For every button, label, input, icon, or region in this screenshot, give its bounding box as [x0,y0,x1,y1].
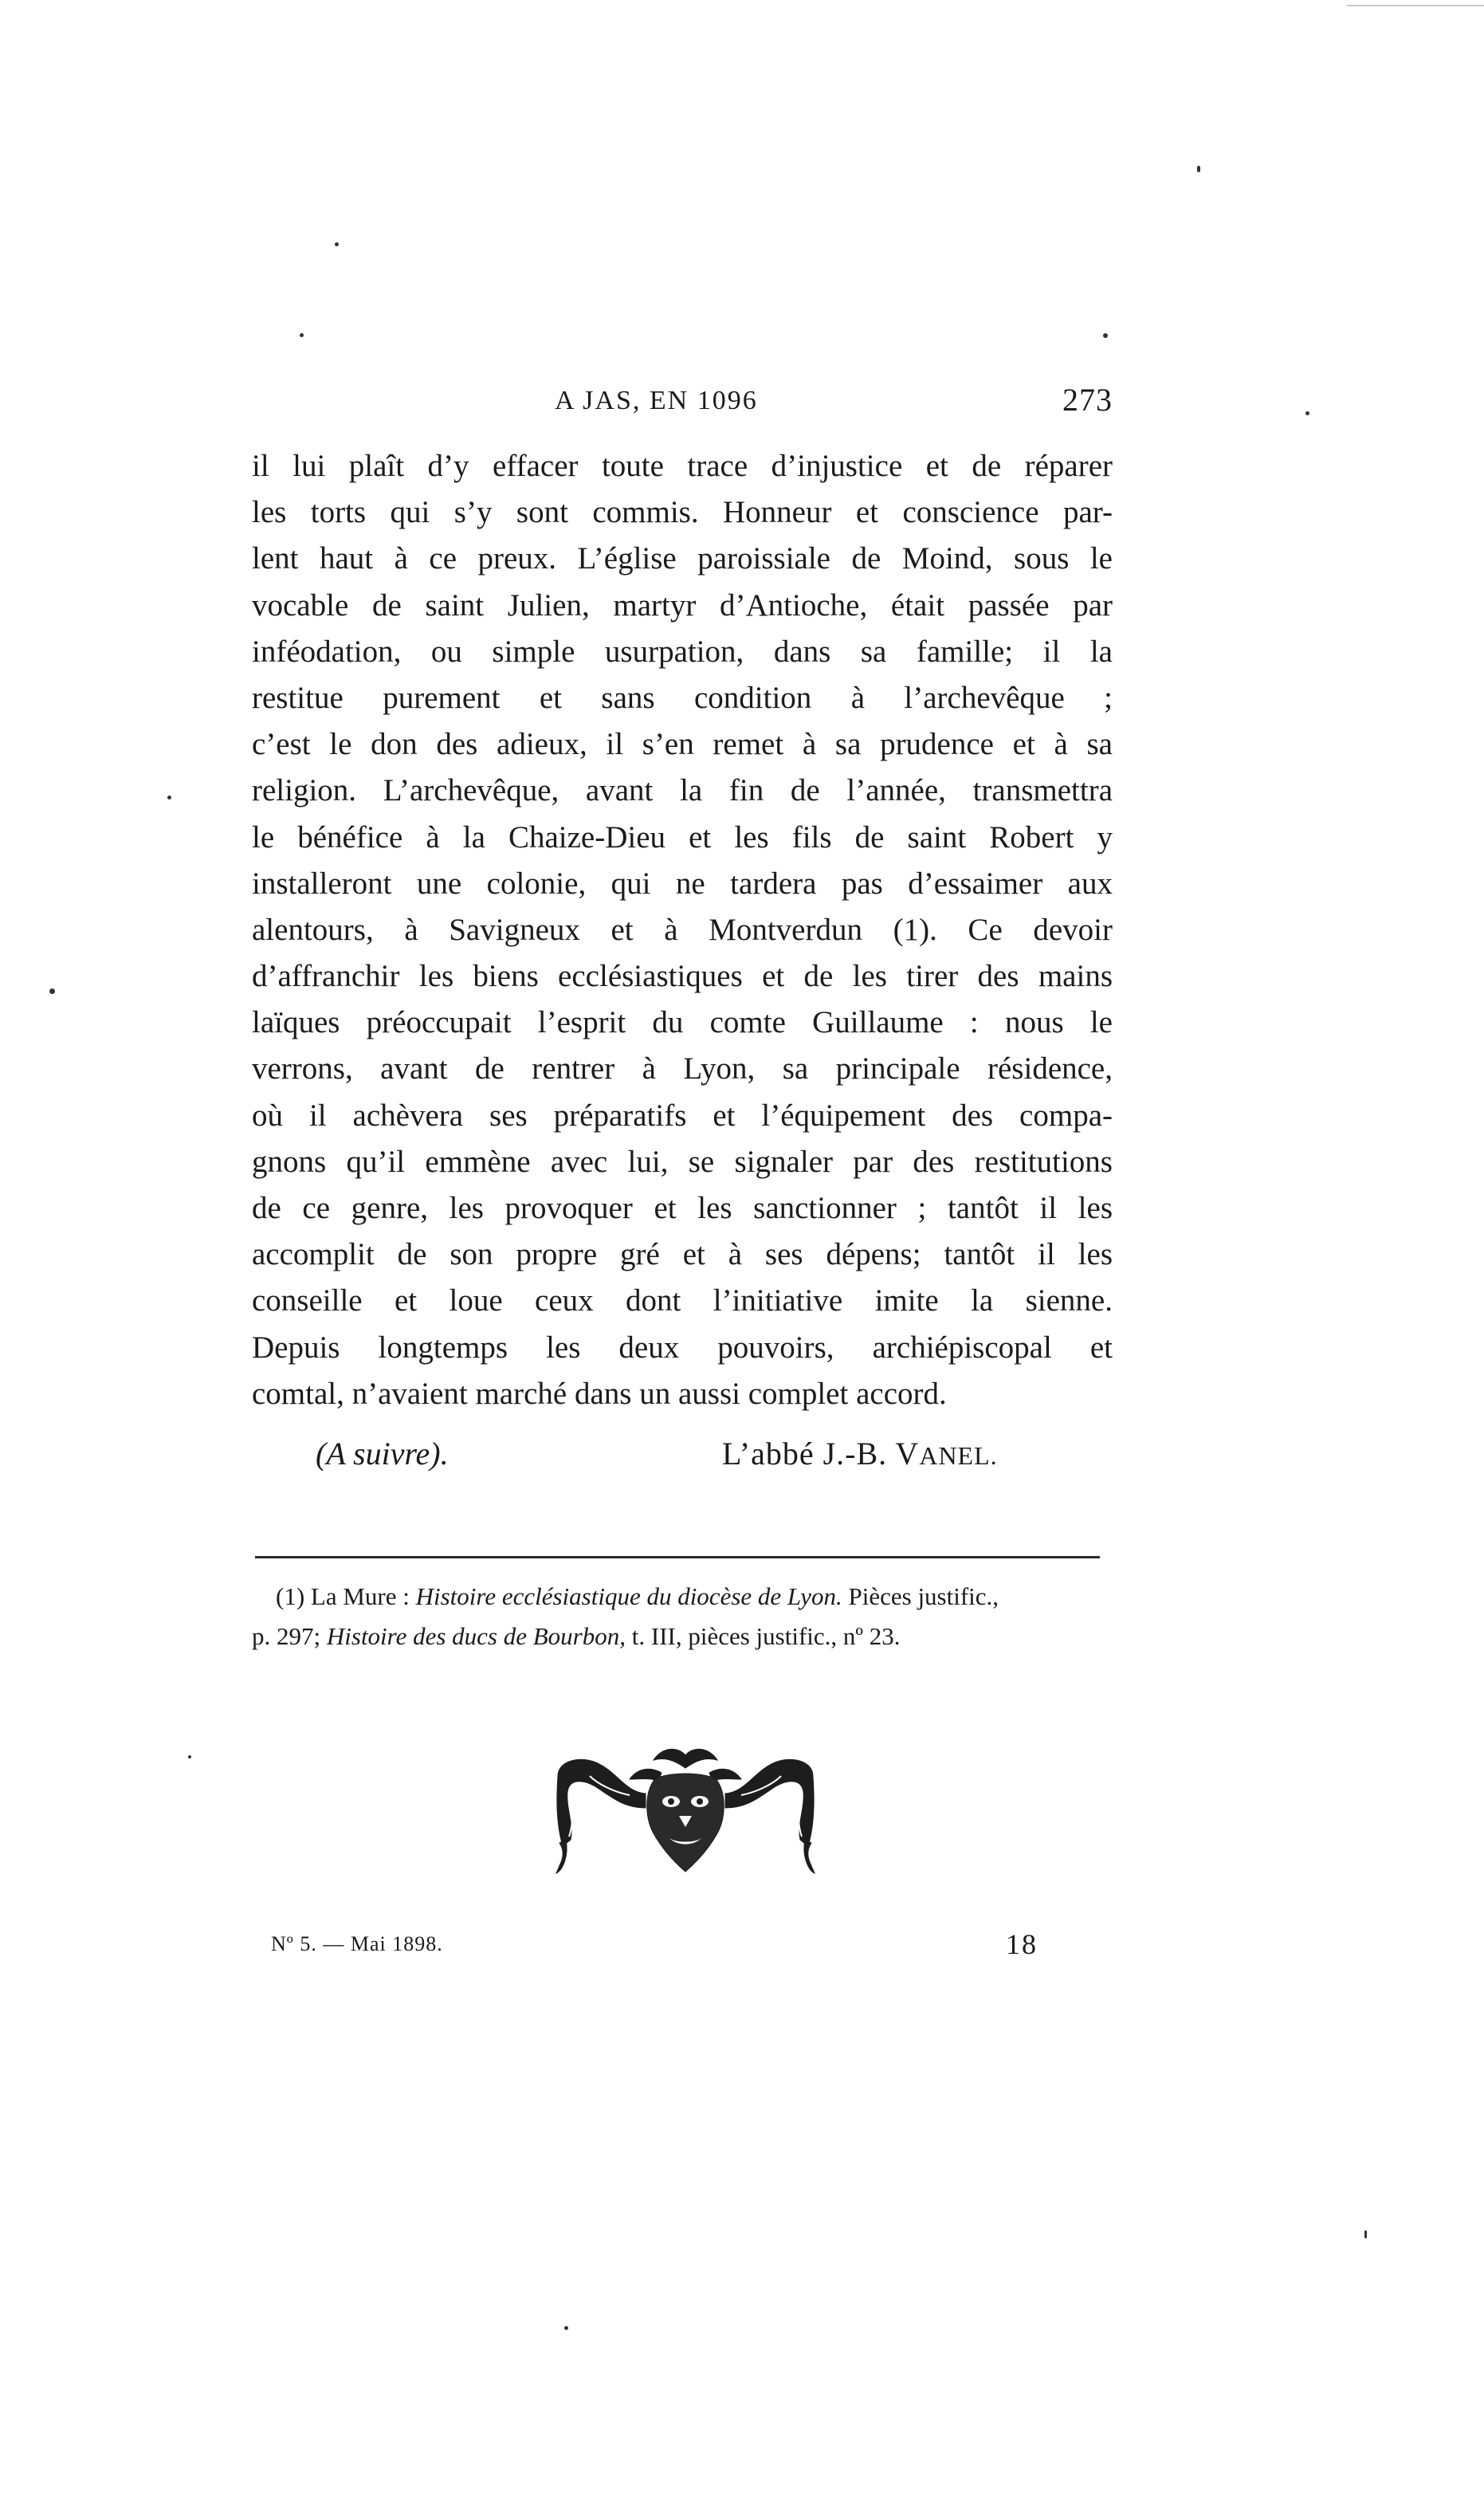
footnote-text: Pièces justific., [842,1582,999,1610]
running-title: A JAS, EN 1096 [555,386,758,415]
page-number: 273 [1062,382,1113,418]
text-line: inféodation, ou simple usurpation, dans sa famille; il la [252,634,1113,669]
text-line: installeront une colonie, qui ne tardera pas d’essaimer aux [252,866,1113,901]
footnote [252,1577,1113,1656]
text-line: le bénéfice à la Chaize-Dieu et les fils de saint Robert y [252,819,1113,855]
footnote-text: p. 297; [252,1622,327,1650]
text-line: les torts qui s’y sont commis. Honneur et conscience par- [252,495,1113,530]
footnote-rule [255,1556,1100,1558]
signature-row [252,1435,1113,1483]
text-line: comtal, n’avaient marché dans un aussi complet accord. [252,1376,947,1411]
text-line: Depuis longtemps les deux pouvoirs, archiépiscopal et [252,1330,1113,1365]
footnote-line-2 [252,1617,1113,1656]
author-name: L’abbé J.-B. V [722,1436,920,1472]
running-head [252,381,1113,421]
paper-speck [188,1755,191,1758]
footnote-work-title: Histoire des ducs de Bourbon, [326,1622,626,1650]
issue-line: Nº 5. — Mai 1898. [271,1932,443,1955]
paper-speck [300,333,304,337]
paper-speck [49,988,55,994]
author-surname-small-caps: ANEL. [919,1441,998,1470]
text-line: il lui plaît d’y effacer toute trace d’injustice et de réparer [252,449,1113,483]
text-line: gnons qu’il emmène avec lui, se signaler par des restitutions [252,1144,1113,1179]
paper-speck [1364,2230,1367,2238]
text-line: lent haut à ce preux. L’église paroissiale de Moind, sous le [252,541,1113,576]
scan-edge-line [1347,5,1484,6]
text-line: laïques préoccupait l’esprit du comte Guillaume : nous le [252,1005,1113,1040]
footnote-work-title: Histoire ecclésiastique du diocèse de Lyon. [415,1582,842,1610]
text-line: d’affranchir les biens ecclésiastiques et de les tirer des mains [252,959,1113,994]
text-line: où il achèvera ses préparatifs et l’équipement des compa- [252,1098,1113,1133]
text-line: accomplit de son propre gré et à ses dépens; tantôt il les [252,1237,1113,1272]
text-line: religion. L’archevêque, avant la fin de l’année, transmettra [252,773,1113,808]
text-line: de ce genre, les provoquer et les sanctionner ; tantôt il les [252,1191,1113,1225]
footnote-marker: (1) La Mure : [276,1582,416,1610]
text-line: restitue purement et sans condition à l’archevêque ; [252,680,1113,715]
paper-speck [167,796,171,800]
author-signature [722,1435,998,1472]
paper-speck [564,2326,568,2330]
to-be-continued-note: (A suivre). [316,1436,449,1472]
text-line: conseille et loue ceux dont l’initiative imite la sienne. [252,1283,1113,1318]
body-text [252,443,1113,1417]
footnote-text: t. III, pièces justific., nº 23. [626,1622,901,1650]
text-line: vocable de saint Julien, martyr d’Antioche, était passée par [252,587,1113,623]
paper-speck [1103,333,1108,338]
paper-speck [1305,411,1309,415]
footnote-line-1 [252,1577,1113,1617]
text-line: c’est le don des adieux, il s’en remet à sa prudence et à sa [252,727,1113,762]
text-line: alentours, à Savigneux et à Montverdun (1). Ce devoir [252,912,1113,947]
paper-speck [1197,166,1200,172]
text-line: verrons, avant de rentrer à Lyon, sa principale résidence, [252,1051,1113,1086]
paper-speck [335,242,339,246]
signature-mark: 18 [1006,1928,1038,1960]
grotesque-mask-ornament [550,1744,821,1880]
